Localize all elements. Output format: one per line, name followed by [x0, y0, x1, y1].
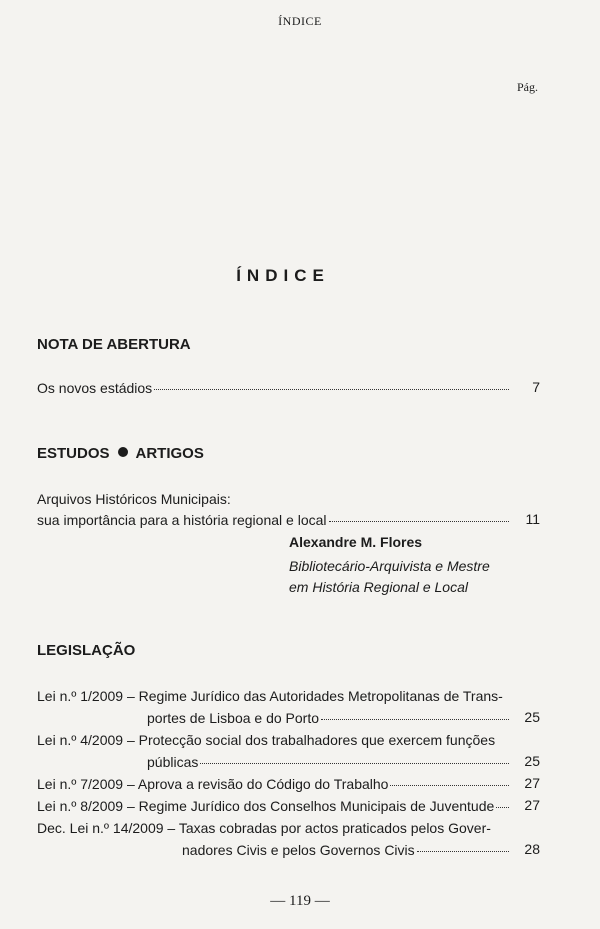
toc-page-number: 27 [524, 797, 540, 813]
toc-entry-line: Lei n.º 4/2009 – Protecção social dos trabalhadores que exercem funções [37, 732, 496, 748]
leader-dots [200, 763, 509, 764]
page-folio: — 119 — [270, 893, 330, 909]
bullet-icon [118, 447, 128, 457]
leader-dots [321, 719, 509, 720]
toc-entry-line: Lei n.º 1/2009 – Regime Jurídico das Autoridades Metropolitanas de Trans- [37, 688, 503, 704]
toc-entry-line: Dec. Lei n.º 14/2009 – Taxas cobradas por actos praticados pelos Gover- [37, 820, 491, 836]
toc-page-number: 25 [524, 753, 540, 769]
toc-page-number: 11 [525, 511, 540, 527]
toc-entry-lei-1-2009[interactable] [147, 709, 511, 727]
toc-entry-line: Arquivos Históricos Municipais: [37, 491, 231, 507]
section-heading-left: ESTUDOS [37, 445, 110, 462]
running-head: ÍNDICE [278, 14, 322, 28]
toc-entry-lei-4-2009[interactable] [147, 753, 511, 771]
toc-page-number: 28 [524, 841, 540, 857]
author-affiliation: em História Regional e Local [289, 579, 468, 595]
toc-entry-estudos[interactable] [37, 511, 511, 529]
toc-entry-nota[interactable] [37, 379, 511, 397]
toc-entry-text: Lei n.º 7/2009 – Aprova a revisão do Código do Trabalho [37, 776, 389, 792]
leader-dots [390, 785, 509, 786]
leader-dots [329, 521, 510, 522]
toc-entry-dec-lei-14-2009[interactable] [182, 841, 511, 859]
leader-dots [417, 851, 509, 852]
toc-entry-text: portes de Lisboa e do Porto [147, 710, 320, 726]
toc-page-number: 27 [524, 775, 540, 791]
section-heading-legislacao: LEGISLAÇÃO [37, 642, 136, 659]
toc-page-number: 25 [524, 709, 540, 725]
toc-entry-lei-8-2009[interactable] [37, 797, 511, 815]
author-name: Alexandre M. Flores [289, 534, 423, 550]
section-heading-nota: NOTA DE ABERTURA [37, 336, 191, 353]
toc-entry-text: sua importância para a história regional e local [37, 512, 327, 528]
toc-entry-text: nadores Civis e pelos Governos Civis [182, 842, 415, 858]
author-affiliation: Bibliotecário-Arquivista e Mestre [289, 558, 490, 574]
page-column-label: Pág. [517, 80, 538, 94]
toc-entry-text: Os novos estádios [37, 380, 153, 396]
section-heading-right: ARTIGOS [135, 445, 204, 462]
toc-entry-text: públicas [147, 754, 199, 770]
toc-page-number: 7 [532, 379, 540, 395]
leader-dots [154, 389, 509, 390]
page-title: ÍNDICE [236, 266, 330, 285]
toc-entry-text: Lei n.º 8/2009 – Regime Jurídico dos Conselhos Municipais de Juventude [37, 798, 495, 814]
toc-entry-lei-7-2009[interactable] [37, 775, 511, 793]
section-heading-estudos [37, 445, 204, 462]
